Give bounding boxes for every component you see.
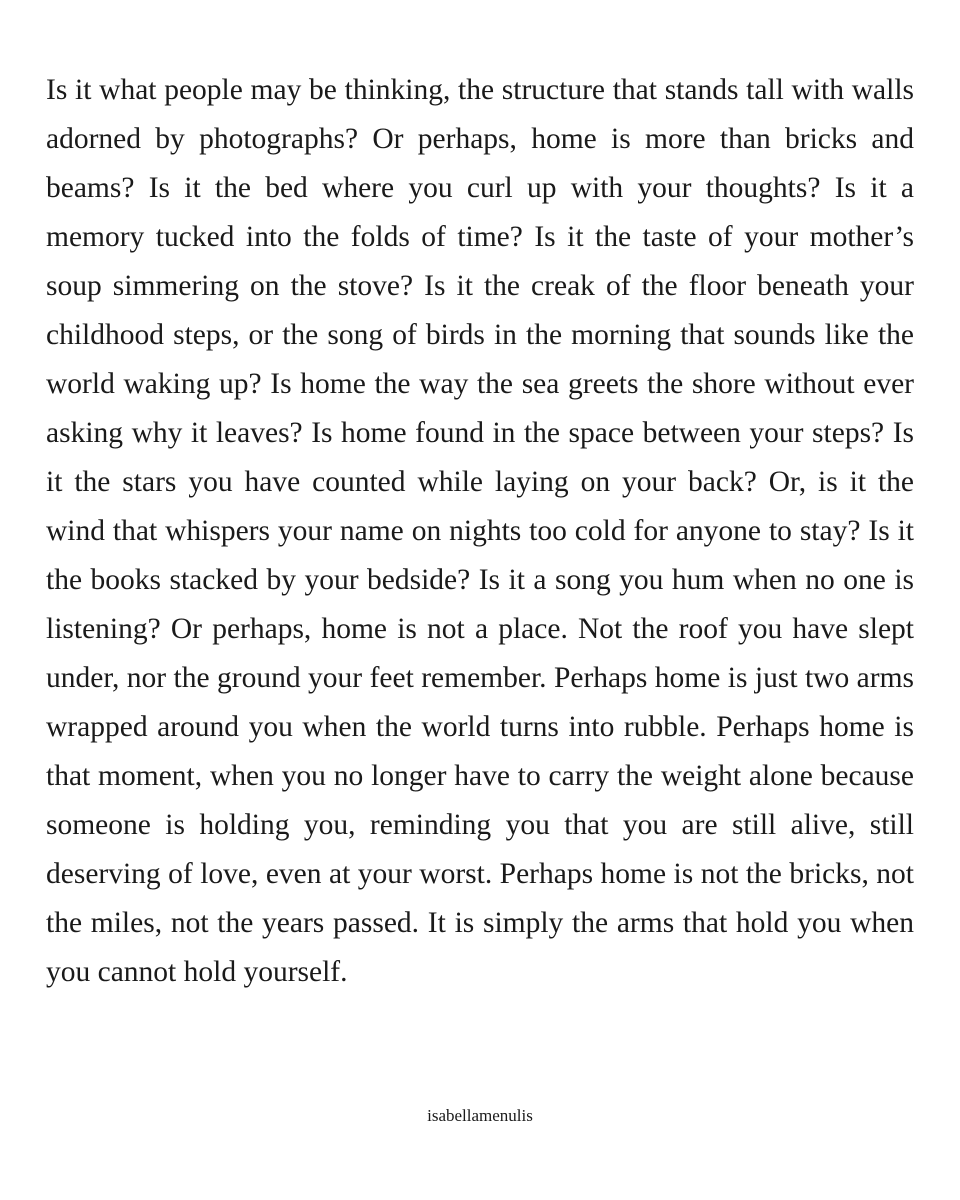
poem-text: Is it what people may be thinking, the structure that stands tall with walls adorned by photographs? Or perhaps, home is more than bricks and beams? Is it the bed where you curl up with your thoughts? Is it a memory tucked into the folds of time? Is it the taste of your mother’s soup simmering on the stove? Is it the creak of the floor beneath your childhood steps, or the song of birds in the morning that sounds like the world waking up? Is home the way the sea greets the shore without ever asking why it leaves? Is home found in the space between your steps? Is it the stars you have counted while laying on your back? Or, is it the wind that whispers your name on nights too cold for anyone to stay? Is it the books stacked by your bedside? Is it a song you hum when no one is listening? Or perhaps, home is not a place. Not the roof you have slept under, nor the ground your feet remember. Perhaps home is just two arms wrapped around you when the world turns into rubble. Perhaps home is that moment, when you no longer have to carry the weight alone because someone is holding you, reminding you that you are still alive, still deserving of love, even at your worst. Perhaps home is not the bricks, not the miles, not the years passed. It is simply the arms that hold you when you cannot hold yourself. (46, 74, 914, 988)
author-signature: isabellamenulis (427, 1106, 533, 1125)
